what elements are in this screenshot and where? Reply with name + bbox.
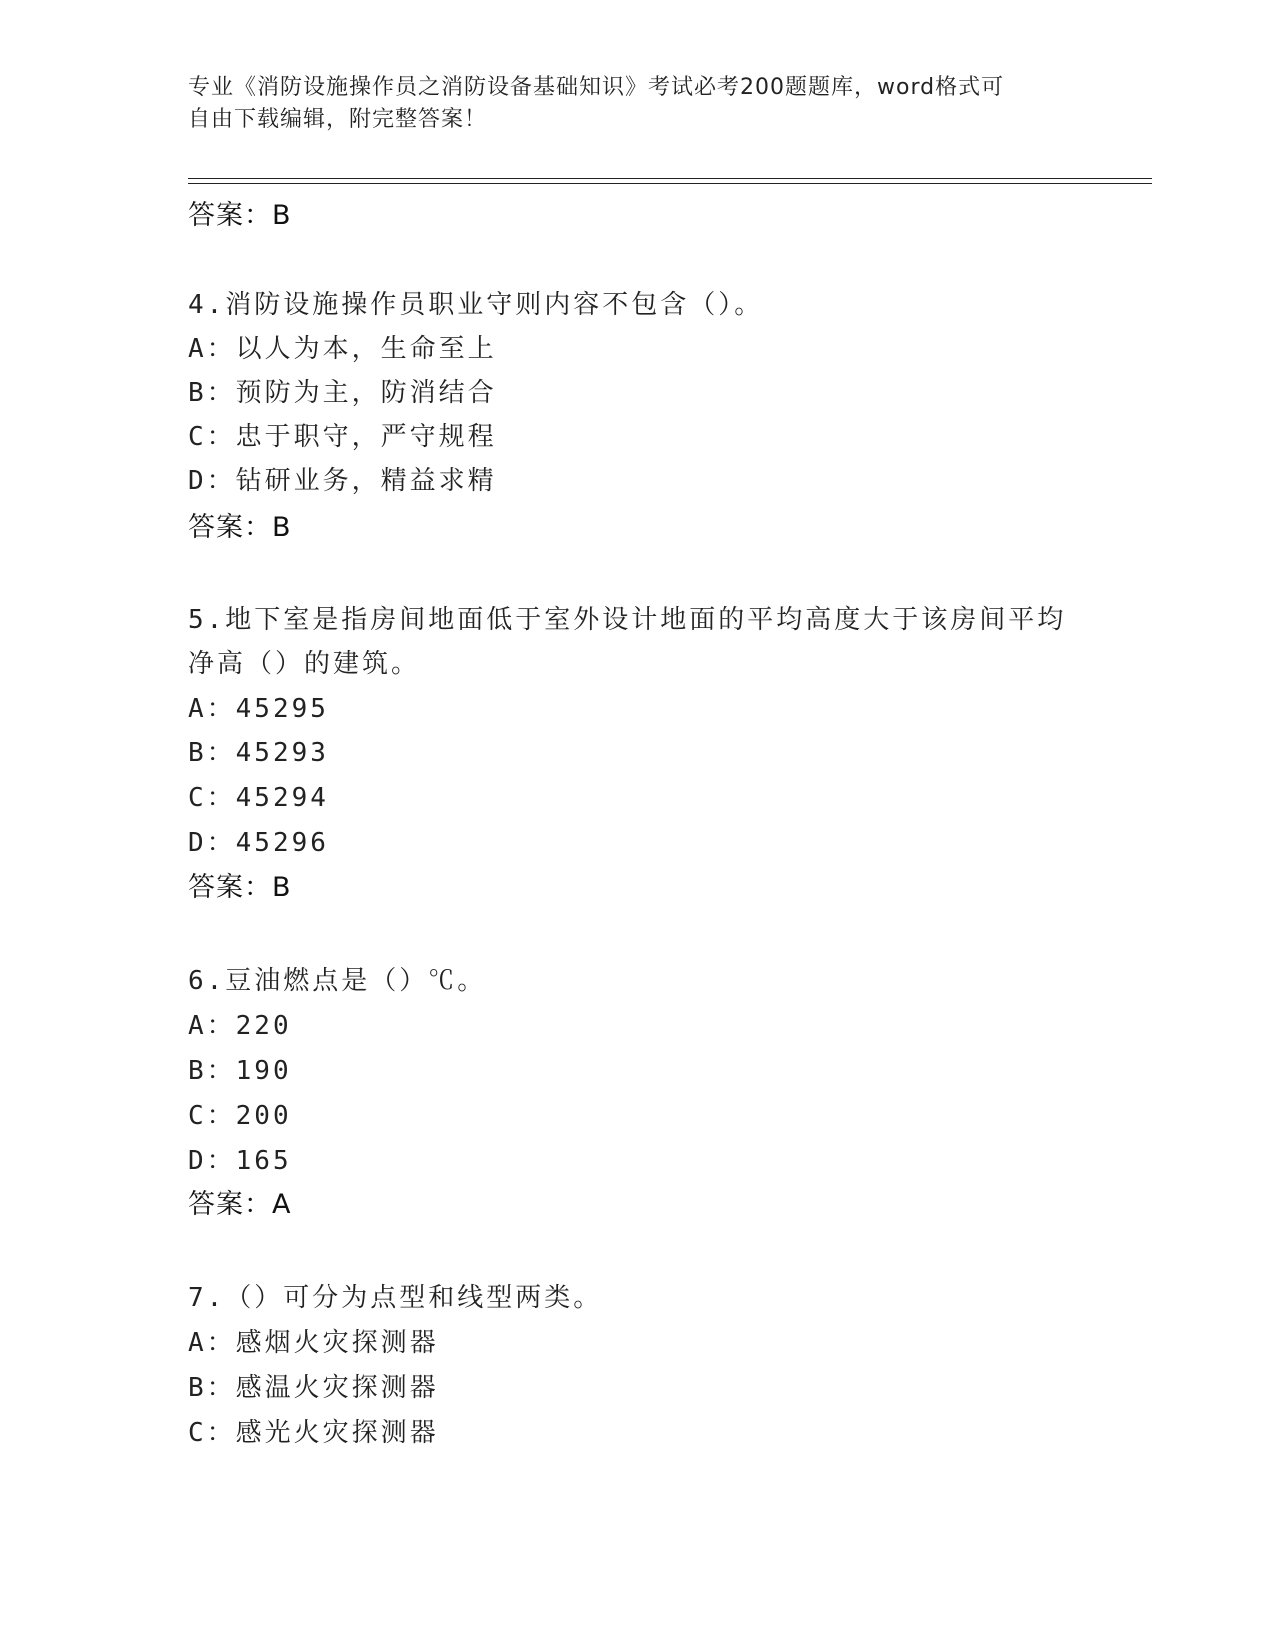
question-5-option-d: D：45296 bbox=[188, 828, 329, 858]
question-6-option-b: B：190 bbox=[188, 1056, 292, 1086]
question-6-answer: 答案：A bbox=[188, 1189, 292, 1220]
question-4-option-c: C：忠于职守，严守规程 bbox=[188, 422, 497, 452]
question-5-option-a: A：45295 bbox=[188, 694, 329, 724]
question-6-option-c: C：200 bbox=[188, 1101, 292, 1131]
question-4-answer: 答案：B bbox=[188, 512, 292, 543]
question-6-stem: 6.豆油燃点是（）℃。 bbox=[188, 966, 487, 996]
question-5-stem-line-1: 5.地下室是指房间地面低于室外设计地面的平均高度大于该房间平均 bbox=[188, 605, 1067, 635]
question-4-stem: 4.消防设施操作员职业守则内容不包含（）。 bbox=[188, 290, 764, 320]
question-4-option-d: D：钻研业务，精益求精 bbox=[188, 466, 497, 496]
question-6-option-d: D：165 bbox=[188, 1146, 292, 1176]
document-header bbox=[188, 72, 1088, 136]
question-7-option-b: B：感温火灾探测器 bbox=[188, 1373, 439, 1403]
header-line-1: 专业《消防设施操作员之消防设备基础知识》考试必考200题题库，word格式可 bbox=[188, 75, 1005, 100]
question-6-option-a: A：220 bbox=[188, 1011, 292, 1041]
question-5-option-c: C：45294 bbox=[188, 783, 329, 813]
question-4-option-b: B：预防为主，防消结合 bbox=[188, 378, 497, 408]
header-divider-top bbox=[188, 178, 1152, 179]
question-5-option-b: B：45293 bbox=[188, 738, 329, 768]
question-4-option-a: A：以人为本，生命至上 bbox=[188, 334, 497, 364]
answer-prev: 答案：B bbox=[188, 200, 292, 231]
header-line-2: 自由下载编辑，附完整答案！ bbox=[188, 107, 488, 132]
question-7-option-c: C：感光火灾探测器 bbox=[188, 1418, 439, 1448]
question-7-stem: 7.（）可分为点型和线型两类。 bbox=[188, 1283, 603, 1313]
question-5-stem-line-2: 净高（）的建筑。 bbox=[188, 649, 421, 679]
question-7-option-a: A：感烟火灾探测器 bbox=[188, 1328, 439, 1358]
question-5-answer: 答案：B bbox=[188, 872, 292, 903]
header-divider-bottom bbox=[188, 183, 1152, 184]
